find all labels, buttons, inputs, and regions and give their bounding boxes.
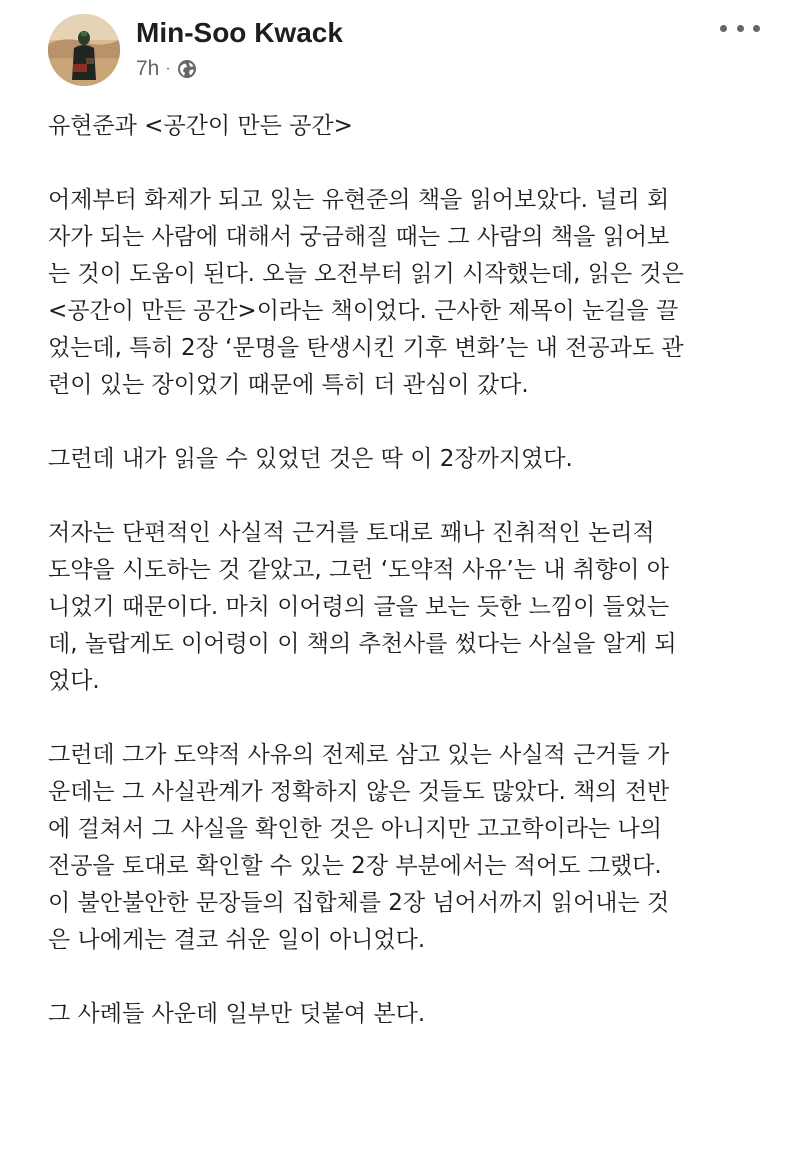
text-line: 그런데 그가 도약적 사유의 전제로 삼고 있는 사실적 근거들 가 <box>48 742 670 768</box>
author-name[interactable]: Min-Soo Kwack <box>136 17 343 48</box>
text-line: 는 것이 도움이 된다. 오늘 오전부터 읽기 시작했는데, 읽은 것은 <box>48 261 684 287</box>
post-meta <box>136 56 197 82</box>
text-line: 그 사례들 사운데 일부만 덧붙여 본다. <box>48 1001 426 1027</box>
text-line: 운데는 그 사실관계가 정확하지 않은 것들도 많았다. 책의 전반 <box>48 779 670 805</box>
globe-icon[interactable] <box>177 59 197 79</box>
paragraph-5 <box>48 737 760 959</box>
paragraph-3 <box>48 441 760 478</box>
text-line: 련이 있는 장이었기 때문에 특히 더 관심이 갔다. <box>48 372 529 398</box>
more-dot <box>720 25 727 32</box>
post-time[interactable]: 7h <box>136 57 160 80</box>
text-line: 었다. <box>48 668 100 694</box>
text-line: 어제부터 화제가 되고 있는 유현준의 책을 읽어보았다. 널리 회 <box>48 187 670 213</box>
paragraph-2 <box>48 182 760 404</box>
more-dot <box>753 25 760 32</box>
post-header <box>48 14 768 90</box>
text-line: 전공을 토대로 확인할 수 있는 2장 부분에서는 적어도 그랬다. <box>48 853 662 879</box>
text-line: 도약을 시도하는 것 같았고, 그런 ‘도약적 사유’는 내 취향이 아 <box>48 557 669 583</box>
text-line: 이 불안불안한 문장들의 집합체를 2장 넘어서까지 읽어내는 것 <box>48 890 670 916</box>
text-line: 저자는 단편적인 사실적 근거를 토대로 꽤나 진취적인 논리적 <box>48 520 655 546</box>
paragraph-4 <box>48 515 760 700</box>
text-line: 그런데 내가 읽을 수 있었던 것은 딱 이 2장까지였다. <box>48 446 573 472</box>
text-line: 었는데, 특히 2장 ‘문명을 탄생시킨 기후 변화’는 내 전공과도 관 <box>48 335 684 361</box>
more-options-icon[interactable] <box>720 16 760 40</box>
post-body <box>48 108 760 1033</box>
text-line: 니었기 때문이다. 마치 이어령의 글을 보는 듯한 느낌이 들었는 <box>48 594 670 620</box>
text-line: 자가 되는 사람에 대해서 궁금해질 때는 그 사람의 책을 읽어보 <box>48 224 670 250</box>
paragraph-6 <box>48 996 760 1033</box>
meta-separator: · <box>165 60 171 77</box>
text-line: 은 나에게는 결코 쉬운 일이 아니었다. <box>48 927 426 953</box>
text-line: <공간이 만든 공간>이라는 책이었다. 근사한 제목이 눈길을 끌 <box>48 298 679 324</box>
avatar-image <box>48 14 120 86</box>
text-line: 데, 놀랍게도 이어령이 이 책의 추천사를 썼다는 사실을 알게 되 <box>48 631 677 657</box>
paragraph-1 <box>48 108 760 145</box>
text-line: 에 걸쳐서 그 사실을 확인한 것은 아니지만 고고학이라는 나의 <box>48 816 662 842</box>
more-dot <box>737 25 744 32</box>
post-title: 유현준과 <공간이 만든 공간> <box>48 113 353 139</box>
avatar[interactable] <box>48 14 120 86</box>
